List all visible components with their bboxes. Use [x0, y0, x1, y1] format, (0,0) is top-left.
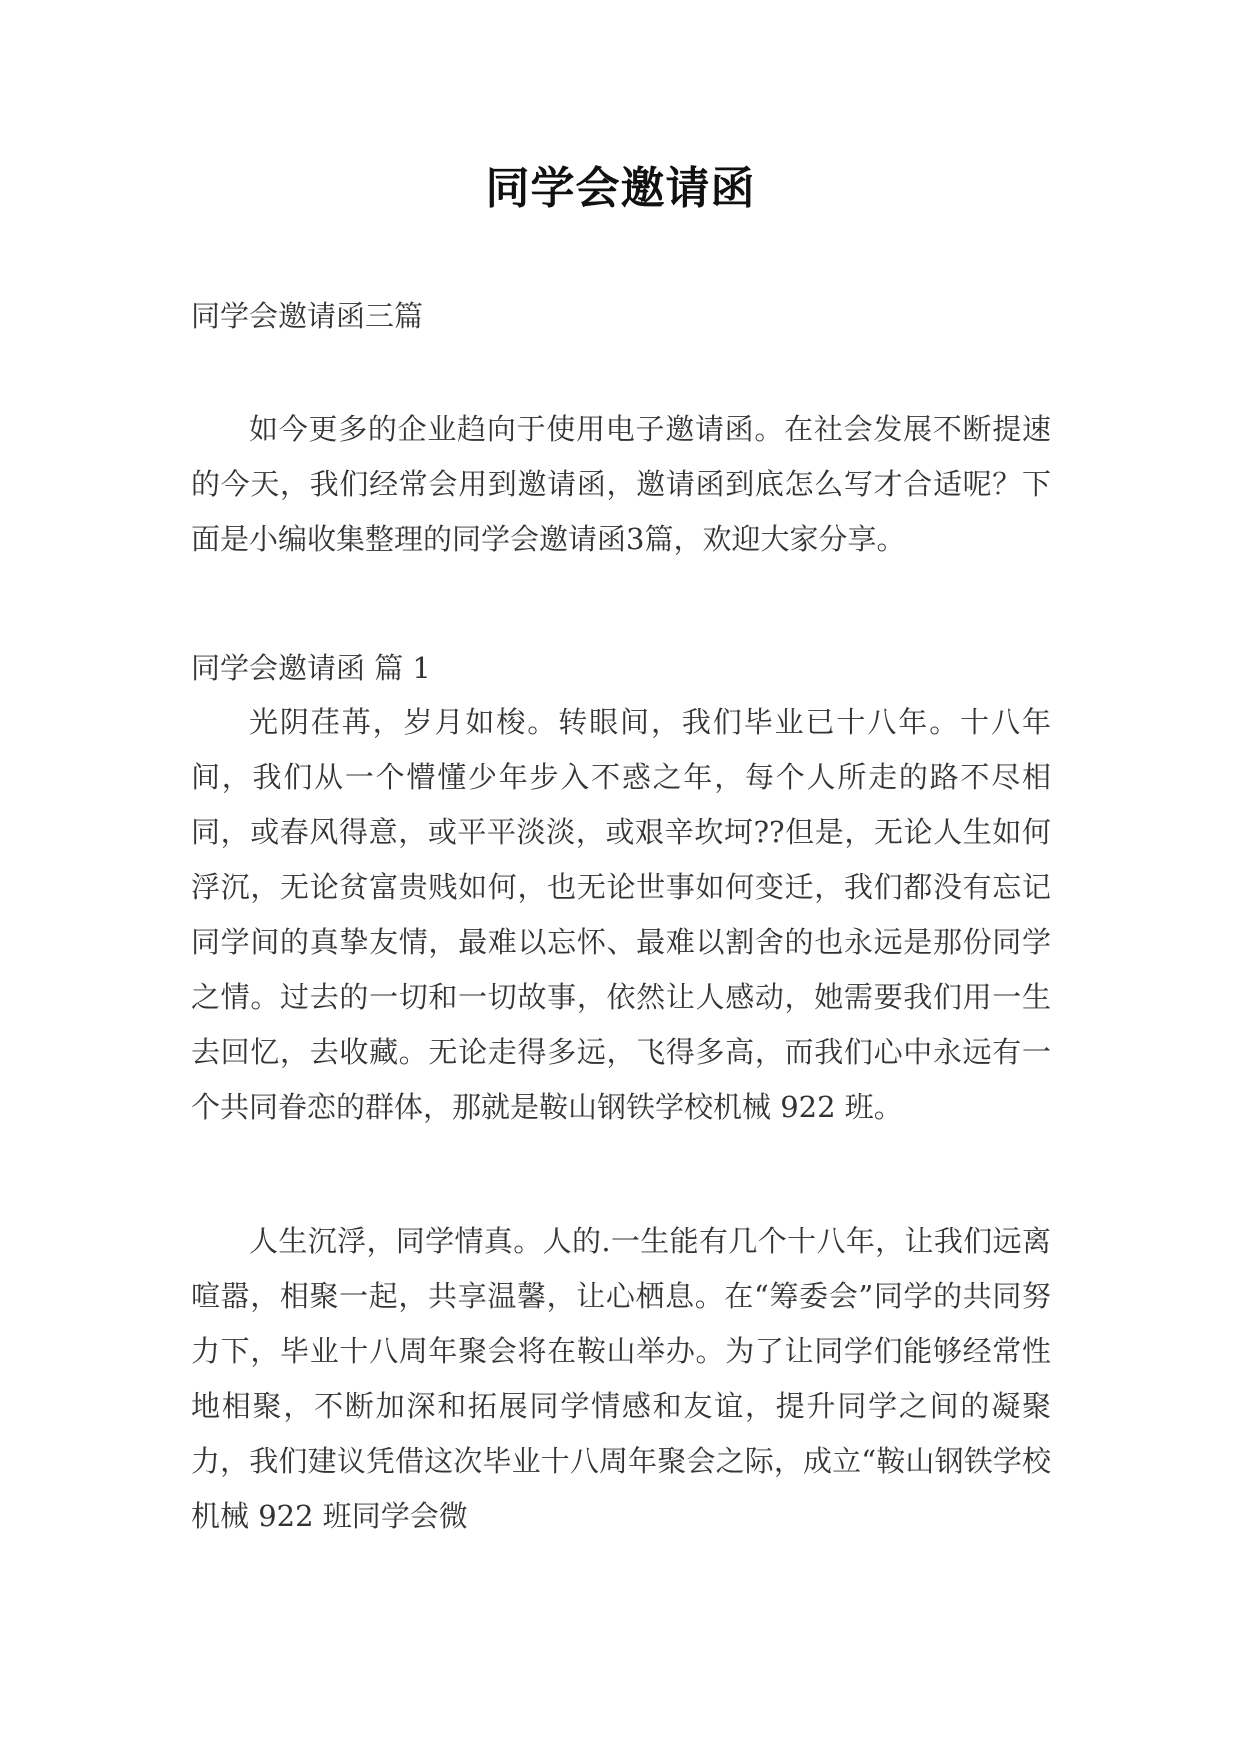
body-paragraph: 光阴荏苒，岁月如梭。转眼间，我们毕业已十八年。十八年间，我们从一个懵懂少年步入不惑之年，每个人所走的路不尽相同，或春风得意，或平平淡淡，或艰辛坎坷??但是，无论人生如何浮沉，无论贫富贵贱如何，也无论世事如何变迁，我们都没有忘记同学间的真挚友情，最难以忘怀、最难以割舍的也永远是那份同学之情。过去的一切和一切故事，依然让人感动，她需要我们用一生去回忆，去收藏。无论走得多远，飞得多高，而我们心中永远有一个共同眷恋的群体，那就是鞍山钢铁学校机械 922 班。	[191, 705, 1051, 1124]
document-subtitle: 同学会邀请函三篇	[191, 299, 424, 333]
intro-section	[191, 402, 1051, 567]
document-title: 同学会邀请函	[485, 163, 756, 214]
intro-paragraph: 如今更多的企业趋向于使用电子邀请函。在社会发展不断提速的今天，我们经常会用到邀请函，邀请函到底怎么写才合适呢？下面是小编收集整理的同学会邀请函3篇，欢迎大家分享。	[191, 412, 1051, 556]
body-paragraph: 人生沉浮，同学情真。人的.一生能有几个十八年，让我们远离喧嚣，相聚一起，共享温馨，让心栖息。在“筹委会”同学的共同努力下，毕业十八周年聚会将在鞍山举办。为了让同学们能够经常性地相聚，不断加深和拓展同学情感和友谊，提升同学之间的凝聚力，我们建议凭借这次毕业十八周年聚会之际，成立“鞍山钢铁学校机械 922 班同学会微	[191, 1224, 1051, 1533]
section-1-body-continued	[191, 1214, 1051, 1544]
section-heading: 同学会邀请函 篇 1	[191, 651, 431, 685]
section-1-body	[191, 695, 1051, 1135]
